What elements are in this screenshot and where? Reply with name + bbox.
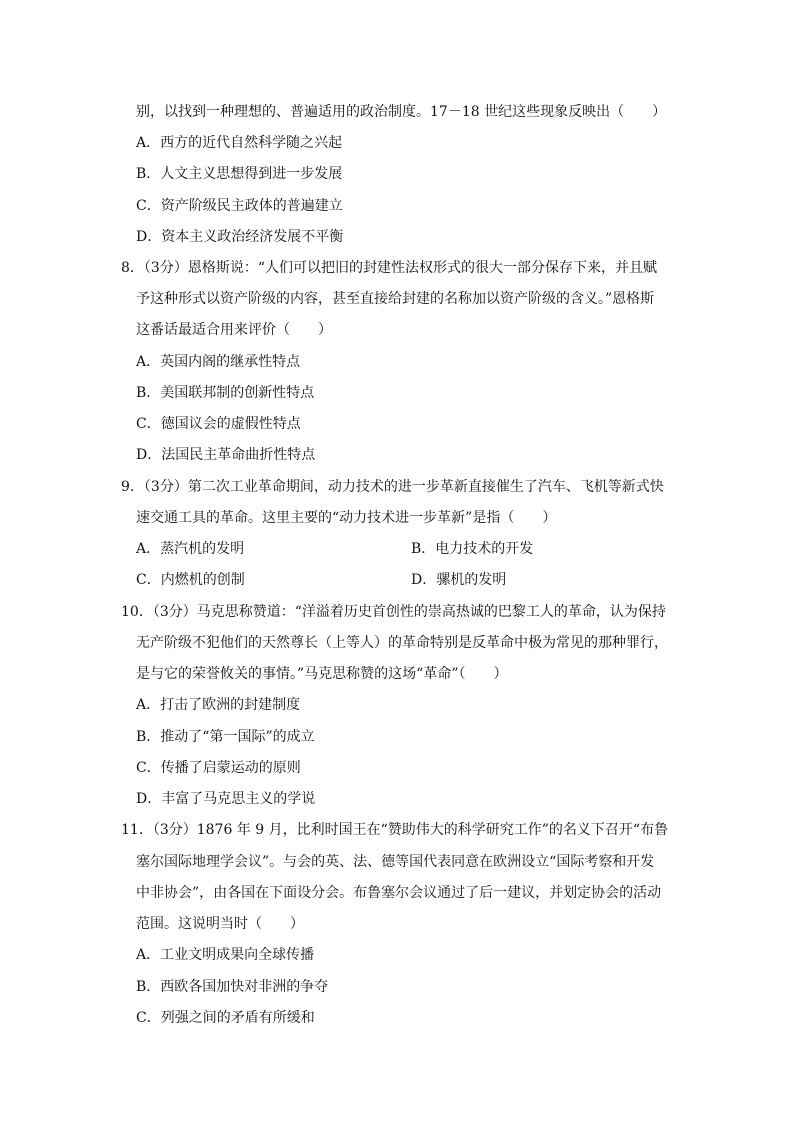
- q11-option-c: C．列强之间的矛盾有所缓和: [136, 1010, 315, 1026]
- q9-option-d: D．骡机的发明: [411, 572, 507, 588]
- q9-option-c: C．内燃机的创制: [136, 572, 245, 588]
- q11-stem-line: 11．（3分）1876 年 9 月，比利时国王在“赞助伟大的科学研究工作”的名义下召开“布鲁: [121, 822, 669, 838]
- q8-stem-line: 这番话最适合用来评价（ ）: [136, 322, 332, 338]
- q10-option-b: B．推动了“第一国际”的成立: [136, 729, 315, 745]
- q7-option-b: B．人文主义思想得到进一步发展: [136, 166, 343, 182]
- q10-stem-line: 无产阶级不犯他们的天然尊长（上等人）的革命特别是反革命中极为常见的那种罪行，: [136, 635, 668, 651]
- q8-option-b: B．美国联邦制的创新性特点: [136, 385, 315, 401]
- q11-stem-line: 塞尔国际地理学会议”。与会的英、法、德等国代表同意在欧洲设立“国际考察和开发: [136, 854, 655, 870]
- q8-stem-line: 8．（3分）恩格斯说：“人们可以把旧的封建性法权形式的很大一部分保存下来，并且赋: [121, 260, 657, 276]
- q8-option-a: A．英国内阁的继承性特点: [136, 354, 301, 370]
- q10-stem-line: 10．（3分）马克思称赞道：“洋溢着历史首创性的崇高热诚的巴黎工人的革命，认为保持: [121, 604, 666, 620]
- q11-stem-line: 范围。这说明当时（ ）: [136, 916, 304, 932]
- q9-option-b: B．电力技术的开发: [411, 541, 534, 557]
- q9-stem-line: 速交通工具的革命。这里主要的“动力技术进一步革新”是指（ ）: [136, 510, 557, 526]
- q9-stem-line: 9．（3分）第二次工业革命期间，动力技术的进一步革新直接催生了汽车、飞机等新式快: [121, 479, 664, 495]
- q11-option-a: A．工业文明成果向全球传播: [136, 947, 315, 963]
- q10-stem-line: 是与它的荣誉攸关的事情。”马克思称赞的这场“革命”（ ）: [136, 666, 508, 682]
- q9-option-a: A．蒸汽机的发明: [136, 541, 245, 557]
- q10-option-a: A．打击了欧洲的封建制度: [136, 697, 301, 713]
- q10-option-d: D．丰富了马克思主义的学说: [136, 791, 316, 807]
- q7-option-c: C．资产阶级民主政体的普遍建立: [136, 198, 343, 214]
- q7-option-a: A．西方的近代自然科学随之兴起: [136, 135, 343, 151]
- q11-option-b: B．西欧各国加快对非洲的争夺: [136, 979, 329, 995]
- q8-option-c: C．德国议会的虚假性特点: [136, 416, 301, 432]
- q7-option-d: D．资本主义政治经济发展不平衡: [136, 229, 344, 245]
- q7-stem-line: 别，以找到一种理想的、普遍适用的政治制度。17－18 世纪这些现象反映出（ ）: [136, 104, 667, 120]
- q8-stem-line: 予这种形式以资产阶级的内容，甚至直接给封建的名称加以资产阶级的含义。”恩格斯: [136, 291, 655, 307]
- q8-option-d: D．法国民主革命曲折性特点: [136, 447, 316, 463]
- q11-stem-line: 中非协会”，由各国在下面设分会。布鲁塞尔会议通过了后一建议，并划定协会的活动: [136, 885, 662, 901]
- q10-option-c: C．传播了启蒙运动的原则: [136, 760, 301, 776]
